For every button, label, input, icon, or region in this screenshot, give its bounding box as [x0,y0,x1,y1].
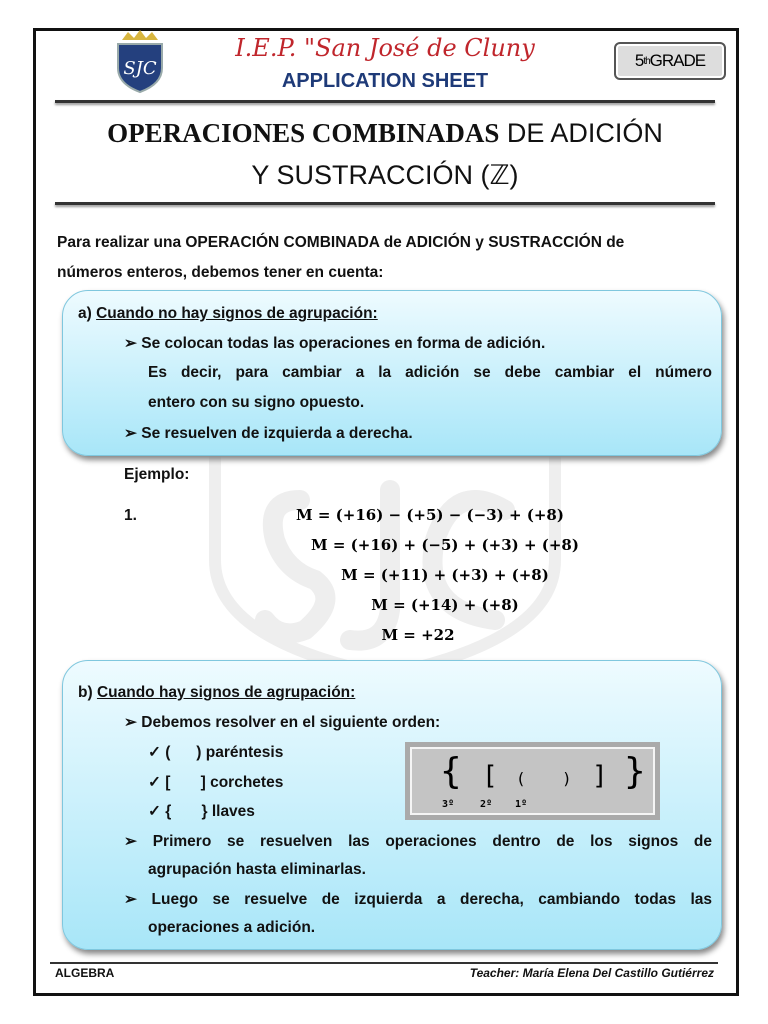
example-number: 1. [124,507,137,524]
sheet-type: APPLICATION SHEET [281,70,489,92]
intro-line2: números enteros, debemos tener en cuenta: [57,264,384,281]
grade-badge [614,42,726,80]
bullet: ➢ Se resuelven de izquierda a derecha. [124,425,413,442]
bullet: ➢ Luego se resuelve de izquierda a derecha, cambiando todas las [124,891,712,908]
order-1: 1º [515,799,528,810]
example-label: Ejemplo: [124,466,190,483]
page-title-line2: Y SUSTRACCIÓN (ℤ) [251,160,519,190]
section-b-heading: b) Cuando hay signos de agrupación: [78,684,356,701]
bullet-cont: operaciones a adición. [148,919,316,936]
math-step: M = (+16) + (−5) + (+3) + (+8) [311,536,579,554]
math-step: M = (+16) − (+5) − (−3) + (+8) [296,506,564,524]
bullet-cont: agrupación hasta eliminarlas. [148,861,366,878]
bullet-cont: Es decir, para cambiar a la adición se debe cambiar el número [148,364,712,381]
paren-open: ( [516,769,526,788]
bullet: ➢ Debemos resolver en el siguiente orden: [124,714,441,731]
bullet: ➢ Se colocan todas las operaciones en forma de adición. [124,335,546,352]
school-name: I.E.P. "San José de Cluny [235,34,535,62]
intro-line1: Para realizar una OPERACIÓN COMBINADA de ADICIÓN y SUSTRACCIÓN de [57,234,625,251]
page-title-line1 [40,118,730,149]
math-step: M = (+14) + (+8) [371,596,519,614]
math-step: M = (+11) + (+3) + (+8) [341,566,549,584]
brace-close: } [624,751,646,792]
grouping-order-diagram [405,742,660,820]
order-3: 3º [442,799,455,810]
title-sans: DE ADICIÓN [499,118,663,148]
bracket-open: [ [482,761,498,791]
bullet-cont: entero con su signo opuesto. [148,394,365,411]
footer-teacher: Teacher: María Elena Del Castillo Gutiérrez [469,966,714,980]
check-item: ✓ { } llaves [148,803,255,820]
check-item: ✓ ( ) paréntesis [148,744,284,761]
paren-close: ) [562,769,572,788]
bullet: ➢ Primero se resuelven las operaciones dentro de los signos de [124,833,712,850]
title-serif: OPERACIONES COMBINADAS [107,118,500,148]
school-logo [112,30,168,94]
footer-subject: ALGEBRA [55,966,115,980]
bracket-close: ] [592,761,608,791]
grade-number: 5 [634,51,644,70]
section-a-heading: a) Cuando no hay signos de agrupación: [78,305,378,322]
grade-suffix: th [643,55,650,67]
footer-divider [50,962,718,964]
divider [55,202,715,205]
order-2: 2º [480,799,493,810]
divider [55,100,715,103]
check-item: ✓ [ ] corchetes [148,774,284,791]
svg-text:SJC: SJC [123,58,157,79]
grade-word: GRADE [649,51,706,70]
brace-open: { [440,751,462,792]
math-step: M = +22 [381,626,455,644]
